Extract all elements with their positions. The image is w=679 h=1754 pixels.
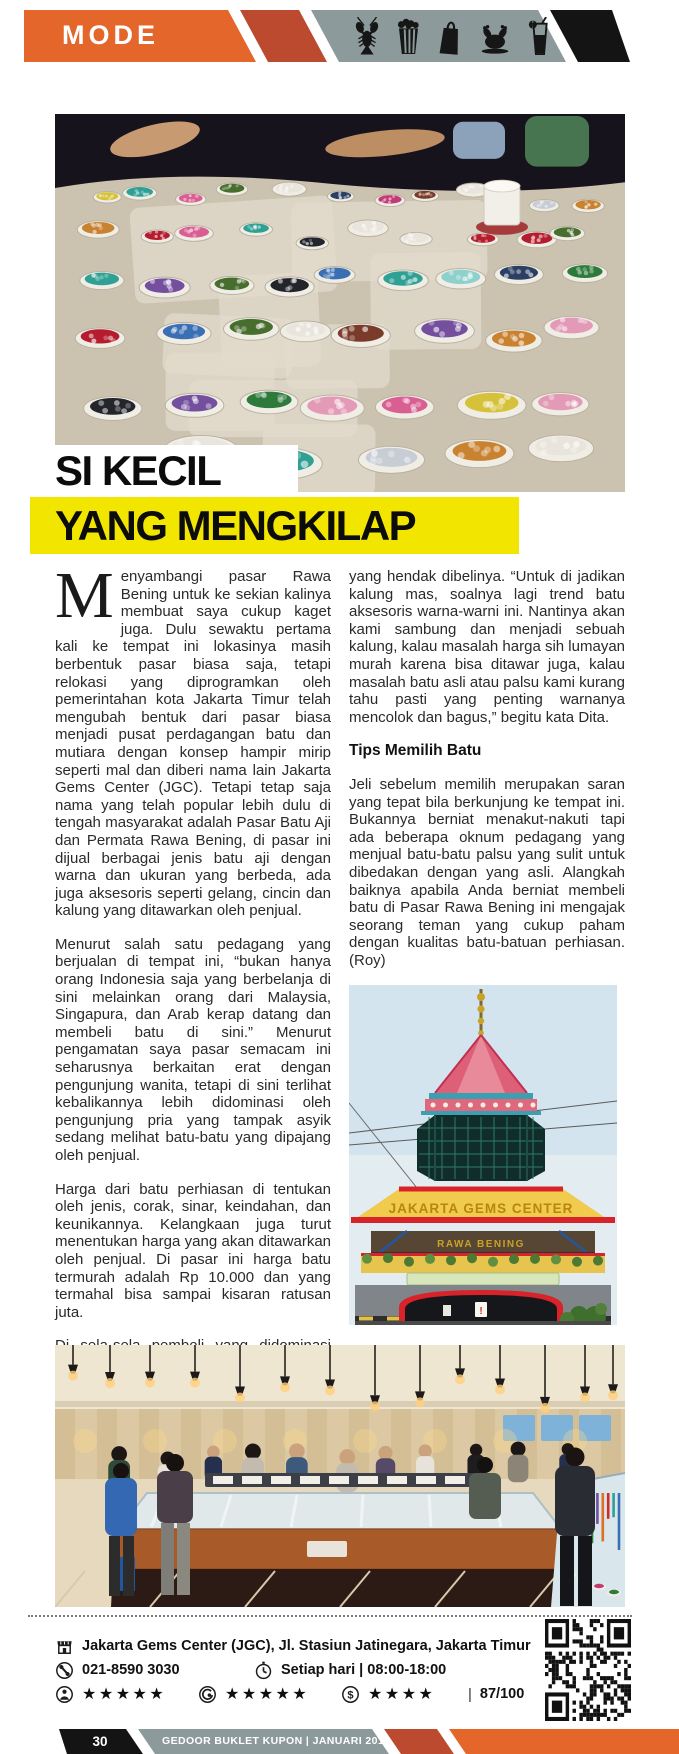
- building-photo: [349, 985, 617, 1325]
- headline-secondary-text: YANG MENGKILAP: [55, 501, 416, 549]
- service-stars: ★★★★★: [82, 1686, 167, 1703]
- clock-icon: [254, 1661, 273, 1680]
- booklet-title: GEDOOR BUKLET KUPON | JANUARI 2012: [162, 1735, 391, 1747]
- tips-heading: Tips Memilih Batu: [349, 742, 482, 760]
- building-sign-line1: JAKARTA GEMS CENTER: [388, 1201, 574, 1217]
- popcorn-icon: [395, 17, 422, 55]
- phone-icon: [55, 1661, 74, 1680]
- hours-text: Setiap hari | 08:00-18:00: [281, 1662, 447, 1678]
- shopping-bag-icon: [437, 17, 463, 55]
- paragraph-5: yang hendak dibelinya. “Untuk di jadikan kalung mas, soalnya lagi trend batu aksesoris warna-warni ini. Nantinya akan kami sambung dan menjadi sebuah kalung, kalau masalah harga sih lumayan murah karena bisa ditawar juga, kalau masalah batu asli atau palsu kami kurang tahu pasti yang penting warnanya mencolok dan bagus,” begitu kata Dita.: [349, 568, 625, 726]
- ambience-stars: ★★★★★: [225, 1686, 310, 1703]
- ambience-rating-icon: [198, 1685, 217, 1704]
- page-number: 30: [92, 1734, 108, 1749]
- price-stars: ★★★★: [368, 1686, 436, 1703]
- paragraph-2: Menurut salah satu pedagang yang berjualan di tempat ini, “bukan hanya orang Indonesia saja yang berbelanja di sini melainkan orang dari Malaysia, Singapura, dan Arab kerap datang dan membeli batu di sini.” Menurut pengamatan saya pasar semacam ini seharusnya berkaitan erat dengan pengunjung wanita, tetapi di sini terlihat kebalikannya lebih didominasi oleh pengunjung pria yang tampak asyik sedang melihat batu-batu yang dipajang oleh penjual.: [55, 935, 331, 1164]
- page-bar: [0, 1729, 679, 1754]
- section-label: MODE: [62, 19, 159, 50]
- category-icons: [354, 17, 552, 55]
- headline-primary: [30, 445, 298, 497]
- address-row: [55, 1634, 540, 1658]
- header-bar: [0, 10, 679, 62]
- phone-hours-row: [55, 1658, 540, 1682]
- score-value: 87/100: [479, 1686, 525, 1702]
- price-rating-icon: [341, 1685, 360, 1704]
- phone-text: 021-8590 3030: [82, 1662, 180, 1678]
- headline-primary-text: SI KECIL: [55, 447, 221, 494]
- contact-block: [55, 1634, 540, 1706]
- article-left-column: [55, 559, 331, 1424]
- headline-secondary: [30, 497, 519, 554]
- service-rating-icon: [55, 1685, 74, 1704]
- article-right-column: [349, 568, 625, 1325]
- paragraph-6: Jeli sebelum memilih merupakan saran yang tepat bila berkunjung ke tempat ini. Bukannya berniat menakut-nakuti tapi ada beberapa oknum pedagang yang menjual batu-batu palsu yang sulit untuk dibedakan dengan yang asli. Alangkah baiknya apabila Anda berniat membeli batu di Pasar Rawa Bening ini mengajak seorang teman yang cukup paham dengan kualitas batu-batuan perhiasan. (Roy): [349, 775, 625, 969]
- lobster-icon: [354, 17, 380, 55]
- market-interior-photo: [55, 1345, 625, 1607]
- qr-code: [545, 1619, 631, 1721]
- paragraph-1: Menyambangi pasar Rawa Bening untuk ke sekian kalinya membuat saya cukup kaget juga. Dulu sewaktu pertama kali ke tempat ini lokasinya masih berbentuk pasar biasa saja, tetapi relokasi yang diprogramkan oleh pemerintahan kota Jakarta Timur telah mengubah bentuk dari pasar biasa menjadi pusat perdagangan batu dan mutiara dengan konsep hampir mirip seperti mal dan diberi nama lain Jakarta Gems Center (JGC). Tetapi tetap saja nama yang telah popular lebih dulu di tengah masyarakat adalah Pasar Batu Aji dan Permata Rawa Bening, di pasar ini dijual berbagai jenis batu aji dengan warna dan ukuran yang berbeda, ada juga aksesoris seperti gelang, cincin dan kalung yang ditawarkan oleh penjual.: [55, 559, 331, 920]
- roast-chicken-icon: [478, 17, 512, 55]
- svg-text:$: $: [347, 1689, 354, 1702]
- store-icon: [55, 1637, 74, 1656]
- score-divider: |: [468, 1685, 472, 1703]
- address-text: Jakarta Gems Center (JGC), Jl. Stasiun Jatinegara, Jakarta Timur: [82, 1638, 531, 1654]
- paragraph-3: Harga dari batu perhiasan di tentukan oleh jenis, corak, sinar, keindahan, dan keunikannya. Kelangkaan juga turut menentukan harga yang akan ditawarkan oleh penjual. Di pasar ini harga batu termurah adalah Rp 10.000 dan yang termahal bisa sampai kisaran ratusan juta.: [55, 1180, 331, 1321]
- dotted-divider: [28, 1615, 632, 1617]
- drink-icon: [527, 17, 552, 55]
- ratings-row: [55, 1682, 540, 1706]
- drop-cap: M: [55, 559, 114, 632]
- building-sign-line2: RAWA BENING: [437, 1239, 525, 1251]
- gem-market-photo: [55, 114, 625, 492]
- svg-text:!: !: [479, 1306, 483, 1318]
